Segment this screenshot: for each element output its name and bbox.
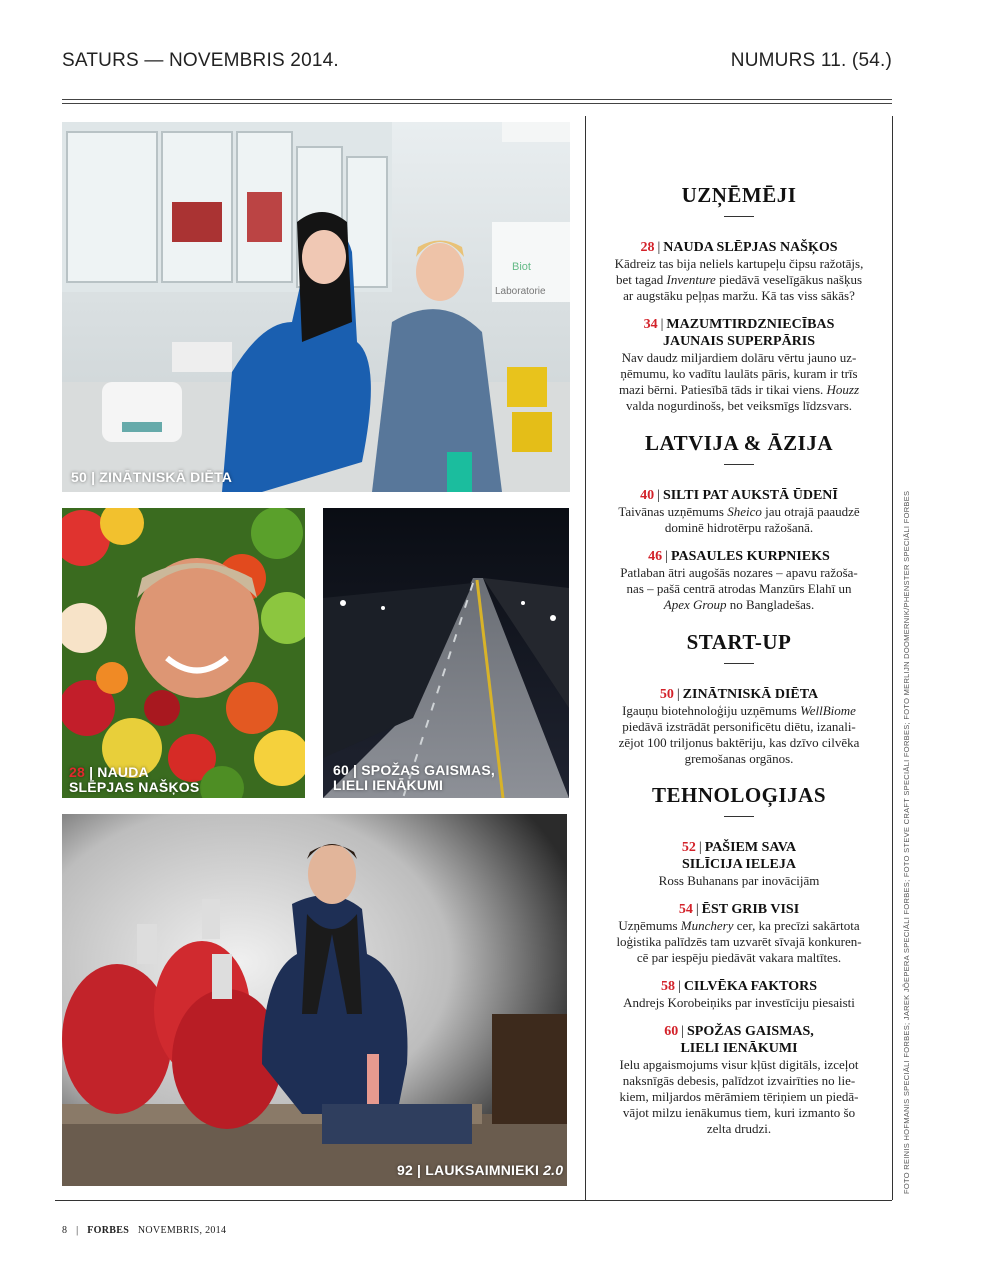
item-title: PASAULES KURPNIEKS <box>670 549 830 564</box>
toc-section-start-up <box>596 630 882 767</box>
photo-vegetables <box>62 508 305 798</box>
header-issue-number: NUMURS 11. (54.) <box>730 50 892 71</box>
italic-name: WellBiome <box>800 703 856 718</box>
caption-lab-text: | ZINĀTNISKĀ DIĒTA <box>91 469 233 485</box>
toc-item-60[interactable]: 60 | SPOŽAS GAISMAS, LIELI IENĀKUMI Ielu apgaismojums visur kļūst digitāls, izceļot naksnīgās debesis, palīdzot izvairīties no lie- kiem, miljardos mērāmiem tēriņiem un piedā- vājot milzu ienākumus tiem, kuri izmanto šo zelta drudzi. <box>596 1023 882 1137</box>
section-dash <box>724 663 754 664</box>
item-page-number: 40 <box>640 488 655 503</box>
toc-item-50[interactable]: 50 | ZINĀTNISKĀ DIĒTA Igauņu biotehnoloģiju uzņēmums WellBiome piedāvā izstrādāt personificētu diētu, izanali- zējot 100 triljonus baktēriju, kas dzīvo cilvēka gremošanas orgānos. <box>596 686 882 767</box>
item-page-number: 58 <box>661 979 675 994</box>
item-title: ĒST GRIB VISI <box>701 902 800 917</box>
item-description: Uzņēmums Munchery cer, ka precīzi sakārtota loģistika palīdzēs tam uzvarēt sīvajā konkuren- cē par iespēju piedāvāt vakara maltītes. <box>616 918 862 965</box>
photo-credits: FOTO REINIS HOFMANIS SPECIĀLI FORBES; JAREK JÕEPERA SPECIĀLI FORBES; FOTO STEVE CRAFT SPECIĀLI FORBES; FOTO MERLIJN DOOMERNIK/PHENSTER SPECIĀLI FORBES <box>902 490 911 1194</box>
item-page-number: 34 <box>643 317 658 332</box>
section-dash <box>724 464 754 465</box>
item-description: Nav daudz miljardiem dolāru vērtu jauno uz- ņēmumu, ko vadītu laulāts pāris, kuram ir trīs mazi bērni. Patiesībā tāds ir tikai viens. Houzz valda nogurdinošs, bet veiksmīgs līdzsvars. <box>618 350 860 413</box>
section-dash <box>724 816 754 817</box>
item-page-number: 52 <box>681 840 696 855</box>
lab-sign-text-2: Laboratorie <box>495 286 546 297</box>
section-title: START-UP <box>686 630 792 654</box>
item-description: Andrejs Korobeiņiks par investīciju piesaisti <box>623 995 855 1010</box>
item-page-number: 50 <box>659 687 674 702</box>
item-description: Patlaban ātri augošās nozares – apavu ražoša- nas – pašā centrā atrodas Manzūrs Elahī un Apex Group no Bangladešas. <box>620 565 858 612</box>
item-title-line2: SILĪCIJA IELEJA <box>682 857 796 872</box>
item-title: NAUDA SLĒPJAS NAŠĶOS <box>663 240 838 255</box>
toc-item-46[interactable]: 46 | PASAULES KURPNIEKS Patlaban ātri augošās nozares – apavu ražoša- nas – pašā centrā atrodas Manzūrs Elahī un Apex Group no Bangladešas. <box>596 548 882 613</box>
item-title: SILTI PAT AUKSTĀ ŪDENĪ <box>662 488 838 503</box>
toc-item-52[interactable]: 52 | PAŠIEM SAVA SILĪCIJA IELEJA Ross Buhanans par inovācijām <box>596 839 882 889</box>
header-rule-double <box>62 103 892 104</box>
photo-wine <box>62 814 567 1186</box>
right-margin-rule <box>892 116 893 1200</box>
item-description: Ross Buhanans par inovācijām <box>658 873 820 888</box>
italic-name: Sheico <box>727 504 762 519</box>
italic-name: Munchery <box>680 918 734 933</box>
italic-name: Inventure <box>666 272 716 287</box>
section-title: TEHNOLOĢIJAS <box>651 783 827 807</box>
caption-veg <box>69 765 199 795</box>
bottom-rule <box>55 1200 892 1201</box>
item-page-number: 28 <box>640 240 655 255</box>
toc-item-58[interactable]: 58 | CILVĒKA FAKTORS Andrejs Korobeiņiks par investīciju piesaisti <box>596 978 882 1011</box>
caption-wine <box>397 1163 563 1178</box>
caption-street <box>333 763 495 793</box>
toc-item-40[interactable]: 40 | SILTI PAT AUKSTĀ ŪDENĪ Taivānas uzņēmums Sheico jau otrajā paaudzē dominē hidrotērpu ražošanā. <box>596 487 882 536</box>
caption-wine-italic: 2.0 <box>543 1162 564 1178</box>
section-dash <box>724 216 754 217</box>
item-title-line2: LIELI IENĀKUMI <box>680 1041 798 1056</box>
column-divider <box>585 116 586 1200</box>
lab-sign-text: Biot <box>512 261 531 273</box>
caption-lab <box>71 470 232 485</box>
toc-item-54[interactable]: 54 | ĒST GRIB VISI Uzņēmums Munchery cer, ka precīzi sakārtota loģistika palīdzēs tam uzvarēt sīvajā konkuren- cē par iespēju piedāvāt vakara maltītes. <box>596 901 882 966</box>
caption-street-line1: 60 | SPOŽAS GAISMAS, <box>333 762 495 778</box>
item-page-number: 60 <box>664 1024 679 1039</box>
toc-item-28[interactable]: 28 | NAUDA SLĒPJAS NAŠĶOS Kādreiz tas bija neliels kartupeļu čipsu ražotājs, bet tagad Inventure piedāvā veselīgākus našķus ar augstāku peļņas maržu. Kā tas viss sākās? <box>596 239 882 304</box>
item-title-line2: JAUNAIS SUPERPĀRIS <box>662 334 816 349</box>
item-page-number: 54 <box>678 902 693 917</box>
page-footer <box>62 1225 226 1236</box>
photo-street <box>323 508 569 798</box>
item-title: ZINĀTNISKĀ DIĒTA <box>682 687 819 702</box>
item-title: SPOŽAS GAISMAS, <box>687 1024 814 1039</box>
item-title: PAŠIEM SAVA <box>704 840 797 855</box>
page-number: 8 <box>62 1225 68 1236</box>
caption-veg-line1: | NAUDA <box>89 764 149 780</box>
toc-section-latvija-azija <box>596 431 882 613</box>
caption-street-line2: LIELI IENĀKUMI <box>333 777 444 793</box>
photo-lab <box>62 122 570 492</box>
item-title: CILVĒKA FAKTORS <box>683 979 817 994</box>
toc-section-tehnologijas <box>596 783 882 1137</box>
item-description: Taivānas uzņēmums Sheico jau otrajā paaudzē dominē hidrotērpu ražošanā. <box>618 504 860 535</box>
header-section-title: SATURS — NOVEMBRIS 2014. <box>62 50 339 71</box>
section-title: UZŅĒMĒJI <box>681 183 797 207</box>
caption-wine-text: 92 | LAUKSAIMNIEKI <box>397 1162 544 1178</box>
toc-section-uznemeji <box>596 183 882 414</box>
item-description: Igauņu biotehnoloģiju uzņēmums WellBiome piedāvā izstrādāt personificētu diētu, izanali- zējot 100 triljonus baktēriju, kas dzīvo cilvēka gremošanas orgānos. <box>618 703 860 766</box>
italic-name: Houzz <box>826 382 860 397</box>
section-title: LATVIJA & ĀZIJA <box>645 431 833 455</box>
footer-date: NOVEMBRIS, 2014 <box>137 1225 227 1236</box>
header-rule <box>62 99 892 100</box>
footer-brand: FORBES <box>87 1225 130 1236</box>
item-page-number: 46 <box>648 549 663 564</box>
item-description: Kādreiz tas bija neliels kartupeļu čipsu ražotājs, bet tagad Inventure piedāvā veselīgākus našķus ar augstāku peļņas maržu. Kā tas viss sākās? <box>614 256 864 303</box>
footer-separator: | <box>76 1225 79 1236</box>
item-title: MAZUMTIRDZNIECĪBAS <box>666 317 835 332</box>
caption-veg-num: 28 <box>69 764 85 780</box>
item-description: Ielu apgaismojums visur kļūst digitāls, izceļot naksnīgās debesis, palīdzot izvairīties no lie- kiem, miljardos mērāmiem tēriņiem un piedā- vājot milzu ienākumus tiem, kuri izmanto šo zelta drudzi. <box>619 1057 859 1136</box>
caption-lab-num: 50 <box>71 469 87 485</box>
italic-name: Apex Group <box>663 597 727 612</box>
toc-item-34[interactable]: 34 | MAZUMTIRDZNIECĪBAS JAUNAIS SUPERPĀRIS Nav daudz miljardiem dolāru vērtu jauno uz- ņēmumu, ko vadītu laulāts pāris, kuram ir trīs mazi bērni. Patiesībā tāds ir tikai viens. Houzz valda nogurdinošs, bet veiksmīgs līdzsvars. <box>596 316 882 414</box>
caption-veg-line2: SLĒPJAS NAŠĶOS <box>69 779 200 795</box>
